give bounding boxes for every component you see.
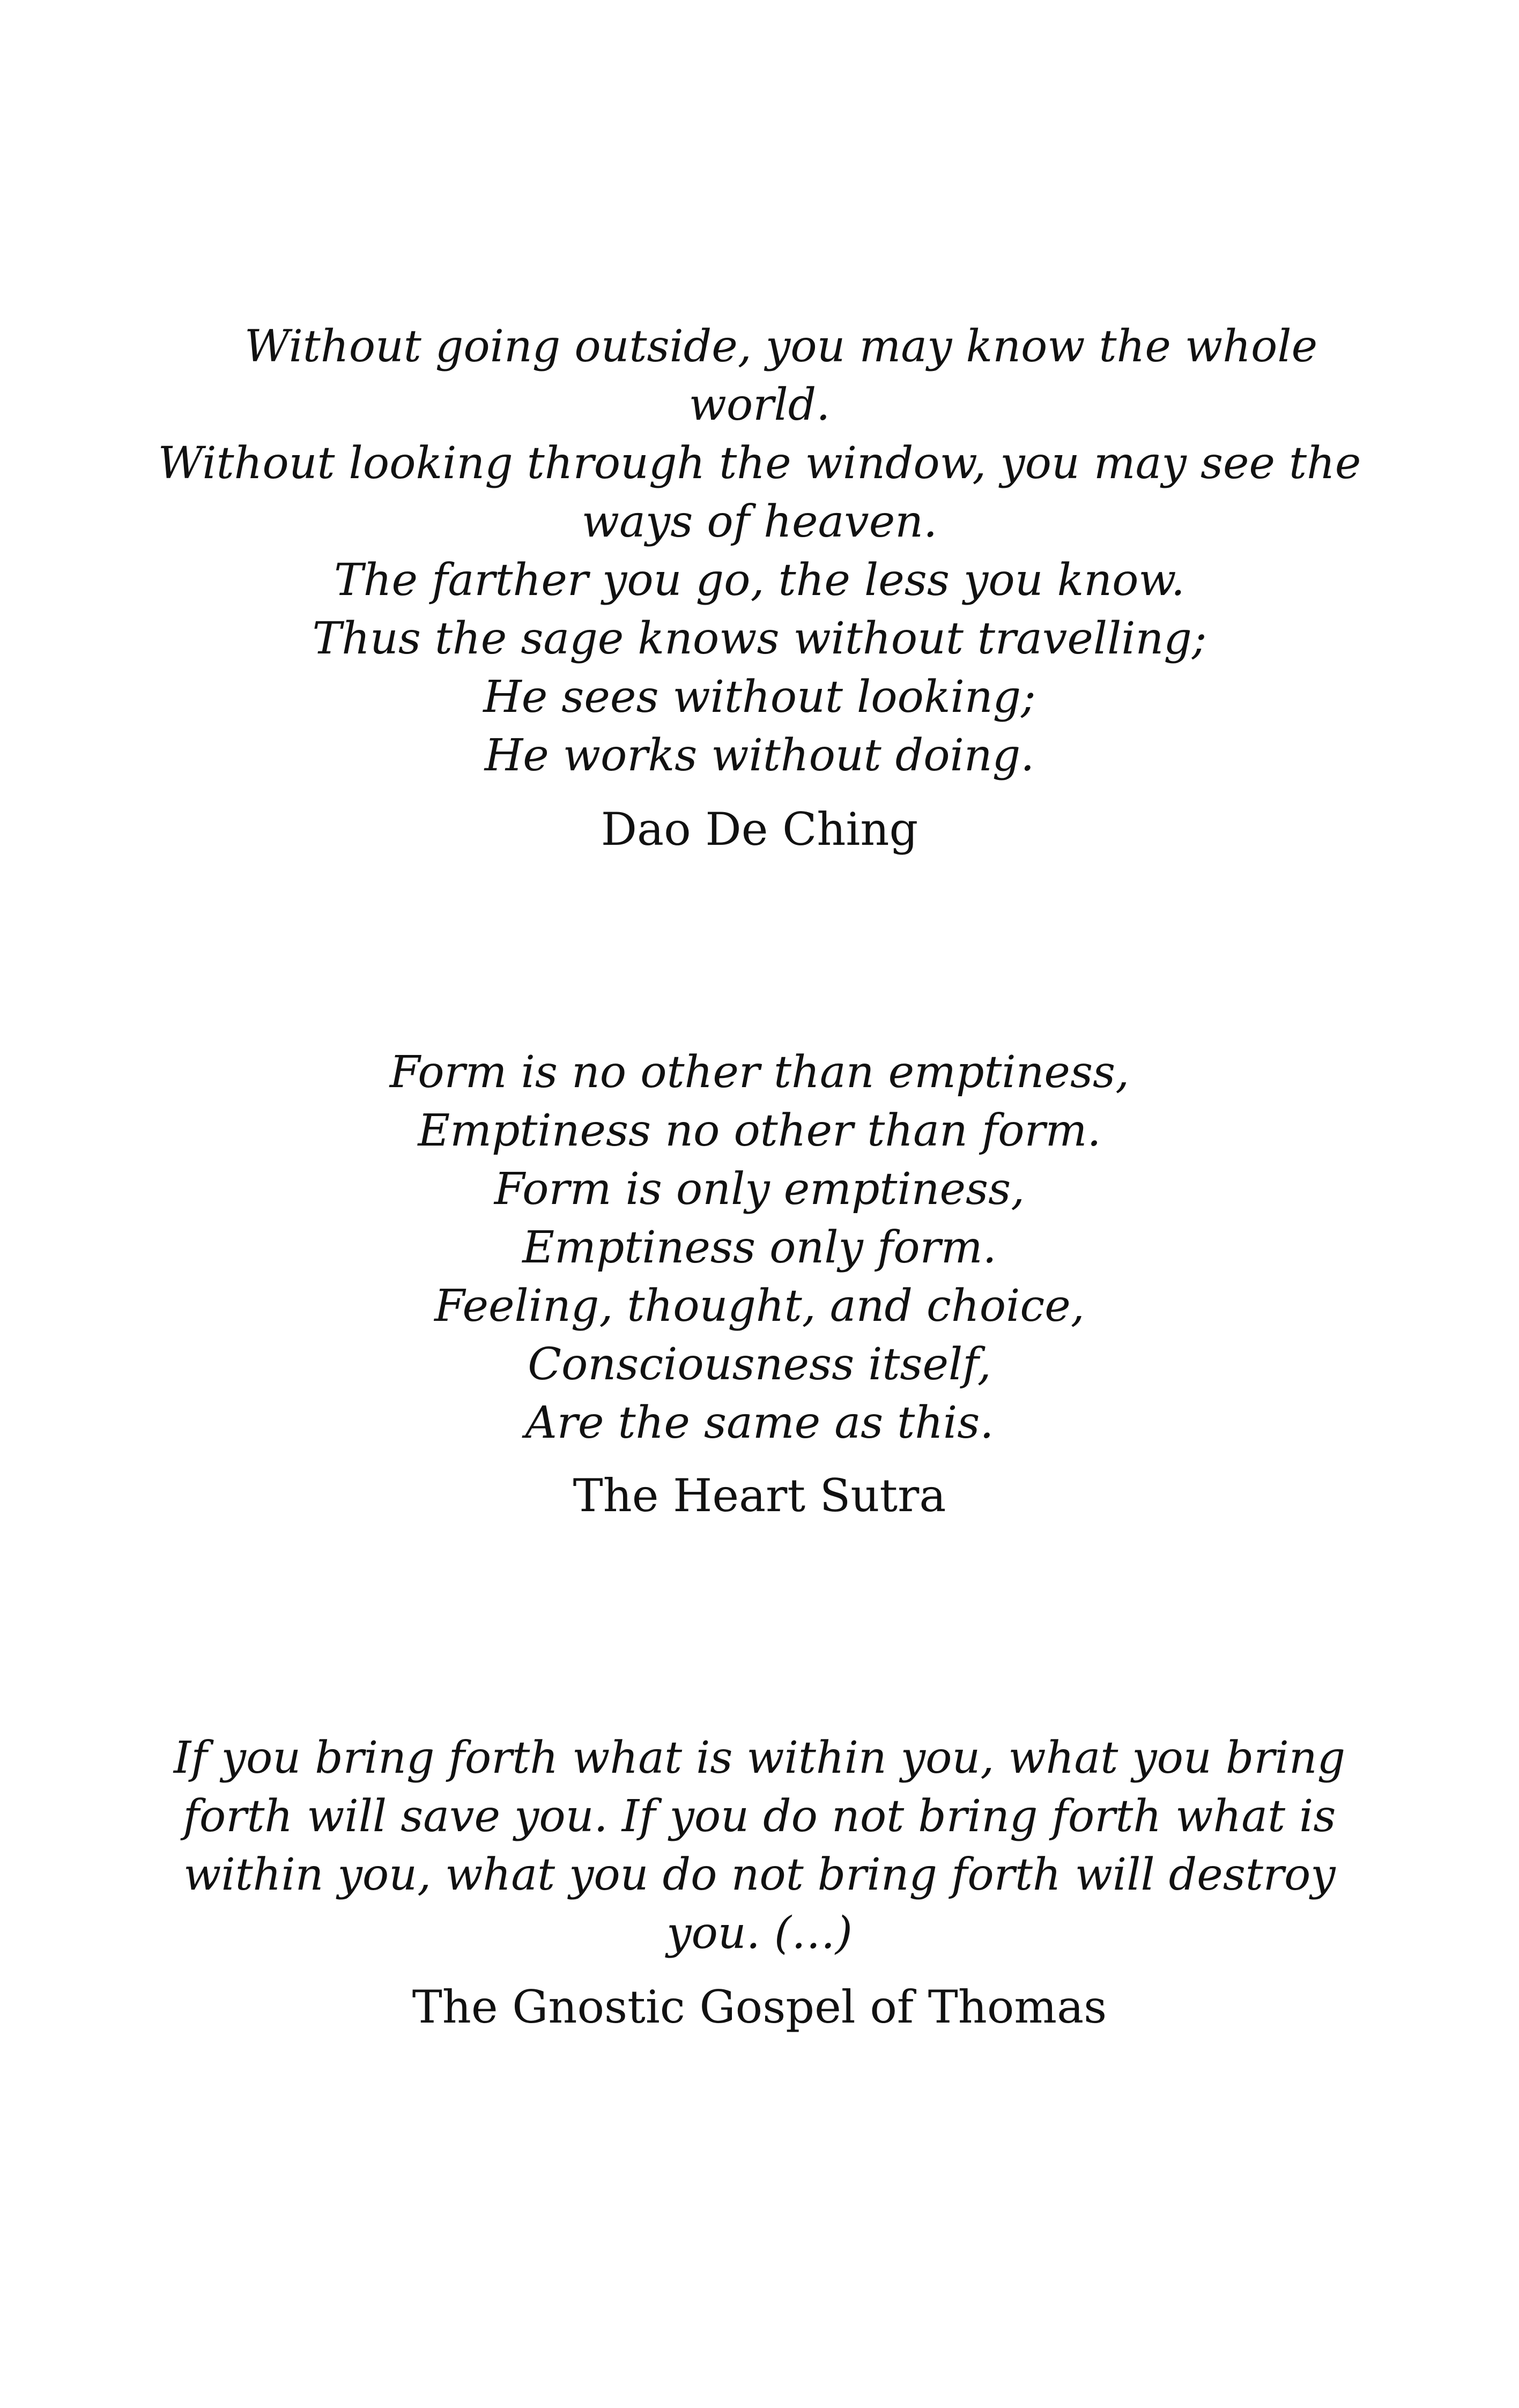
quote-line: Without going outside, you may know the whole [244, 321, 1318, 372]
quote-line: The farther you go, the less you know. [334, 555, 1185, 606]
quote-line: Without looking through the window, you may see the [158, 438, 1361, 489]
quote-heart-sutra [0, 1043, 1519, 1525]
quote-line: world. [688, 380, 831, 430]
quote-line: He sees without looking; [483, 672, 1036, 723]
quote-line: within you, what you do not bring forth will destroy [183, 1849, 1336, 1900]
quote-line: Emptiness no other than form. [418, 1105, 1101, 1156]
quote-line: ways of heaven. [581, 496, 938, 547]
quote-line: He works without doing. [484, 730, 1035, 781]
quote-line: Are the same as this. [525, 1398, 994, 1448]
quote-line: Feeling, thought, and choice, [434, 1281, 1085, 1332]
quote-line: Thus the sage knows without travelling; [312, 613, 1207, 664]
quote-line: forth will save you. If you do not bring forth what is [183, 1791, 1336, 1842]
quote-line: Form is only emptiness, [494, 1164, 1025, 1215]
quote-line: Consciousness itself, [528, 1339, 991, 1390]
quote-line: Form is no other than emptiness, [389, 1047, 1130, 1098]
quote-attribution: Dao De Ching [601, 803, 918, 856]
quote-line: Emptiness only form. [522, 1222, 997, 1273]
quote-dao-de-ching [0, 317, 1519, 859]
quote-attribution: The Heart Sutra [573, 1469, 946, 1522]
quote-attribution: The Gnostic Gospel of Thomas [412, 1981, 1107, 2033]
quote-gospel-of-thomas [0, 1729, 1519, 2037]
quote-line: If you bring forth what is within you, what you bring [173, 1733, 1346, 1783]
quote-line: you. (…) [666, 1908, 853, 1959]
